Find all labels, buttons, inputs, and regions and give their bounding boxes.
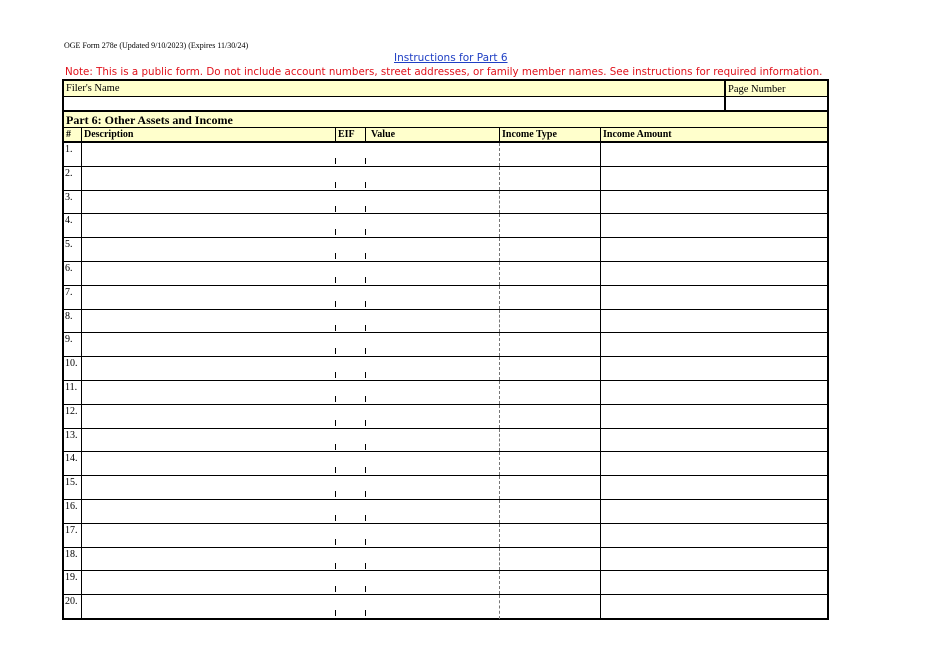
row-number: 19. [65, 572, 78, 584]
value-cell[interactable] [366, 595, 499, 619]
description-cell[interactable] [81, 214, 335, 237]
value-cell[interactable] [366, 333, 499, 356]
description-cell[interactable] [81, 357, 335, 380]
table-row [64, 429, 827, 453]
description-cell[interactable] [81, 167, 335, 190]
section-header [64, 110, 827, 127]
table-row [64, 476, 827, 500]
description-cell[interactable] [81, 476, 335, 499]
description-cell[interactable] [81, 381, 335, 404]
eif-cell[interactable] [336, 381, 365, 404]
entry-rows [64, 143, 827, 619]
page-number-label-cell [724, 81, 827, 96]
row-number: 8. [65, 310, 73, 322]
eif-cell[interactable] [336, 310, 365, 333]
income-type-cell[interactable] [500, 429, 600, 452]
filer-name-label: Filer's Name [66, 83, 120, 94]
income-type-cell[interactable] [500, 167, 600, 190]
table-row [64, 262, 827, 286]
income-amount-cell[interactable] [600, 286, 827, 309]
description-cell[interactable] [81, 143, 335, 166]
value-cell[interactable] [366, 452, 499, 475]
value-cell[interactable] [366, 238, 499, 261]
column-header-row [64, 127, 827, 143]
col-header-income-amount: Income Amount [600, 128, 827, 142]
description-cell[interactable] [81, 262, 335, 285]
value-cell[interactable] [366, 357, 499, 380]
col-header-value: Value [365, 128, 499, 142]
income-type-cell[interactable] [500, 405, 600, 428]
table-row [64, 357, 827, 381]
value-cell[interactable] [366, 262, 499, 285]
income-amount-cell[interactable] [600, 405, 827, 428]
row-number: 6. [65, 262, 73, 274]
value-cell[interactable] [366, 214, 499, 237]
row-number: 17. [65, 524, 78, 536]
description-cell[interactable] [81, 429, 335, 452]
col-header-eif: EIF [335, 128, 365, 142]
description-cell[interactable] [81, 548, 335, 571]
eif-cell[interactable] [336, 476, 365, 499]
table-row [64, 167, 827, 191]
eif-cell[interactable] [336, 500, 365, 523]
table-row [64, 452, 827, 476]
table-row [64, 548, 827, 572]
income-amount-cell[interactable] [600, 452, 827, 475]
income-amount-cell[interactable] [600, 238, 827, 261]
table-row [64, 191, 827, 215]
income-amount-cell[interactable] [600, 595, 827, 619]
income-amount-cell[interactable] [600, 524, 827, 547]
income-amount-cell[interactable] [600, 191, 827, 214]
page-number-field[interactable] [724, 97, 827, 110]
value-cell[interactable] [366, 500, 499, 523]
table-row [64, 333, 827, 357]
value-cell[interactable] [366, 381, 499, 404]
row-number: 4. [65, 215, 73, 227]
row-number: 11. [65, 381, 78, 393]
income-type-cell[interactable] [500, 548, 600, 571]
income-amount-cell[interactable] [600, 571, 827, 594]
income-amount-cell[interactable] [600, 500, 827, 523]
row-number: 12. [65, 405, 78, 417]
value-cell[interactable] [366, 167, 499, 190]
eif-cell[interactable] [336, 524, 365, 547]
eif-cell[interactable] [336, 167, 365, 190]
income-type-cell[interactable] [500, 452, 600, 475]
row-number: 13. [65, 429, 78, 441]
table-row [64, 595, 827, 619]
income-amount-cell[interactable] [600, 476, 827, 499]
value-cell[interactable] [366, 191, 499, 214]
row-number: 9. [65, 334, 73, 346]
description-cell[interactable] [81, 595, 335, 619]
income-amount-cell[interactable] [600, 143, 827, 166]
row-number: 3. [65, 191, 73, 203]
eif-cell[interactable] [336, 405, 365, 428]
value-cell[interactable] [366, 548, 499, 571]
income-amount-cell[interactable] [600, 333, 827, 356]
description-cell[interactable] [81, 310, 335, 333]
eif-cell[interactable] [336, 214, 365, 237]
col-header-number: # [66, 129, 71, 140]
eif-cell[interactable] [336, 548, 365, 571]
table-row [64, 238, 827, 262]
row-number: 2. [65, 167, 73, 179]
value-cell[interactable] [366, 405, 499, 428]
row-number: 14. [65, 453, 78, 465]
income-type-cell[interactable] [500, 310, 600, 333]
eif-cell[interactable] [336, 452, 365, 475]
income-type-cell[interactable] [500, 476, 600, 499]
table-row [64, 381, 827, 405]
row-number: 20. [65, 596, 78, 608]
table-row [64, 405, 827, 429]
income-amount-cell[interactable] [600, 357, 827, 380]
income-amount-cell[interactable] [600, 429, 827, 452]
value-cell[interactable] [366, 429, 499, 452]
eif-cell[interactable] [336, 333, 365, 356]
part6-form [62, 79, 829, 620]
description-cell[interactable] [81, 191, 335, 214]
table-row [64, 524, 827, 548]
description-cell[interactable] [81, 500, 335, 523]
eif-cell[interactable] [336, 357, 365, 380]
income-type-cell[interactable] [500, 595, 600, 619]
eif-cell[interactable] [336, 262, 365, 285]
income-amount-cell[interactable] [600, 262, 827, 285]
filer-label-row [64, 81, 827, 97]
description-cell[interactable] [81, 333, 335, 356]
filer-name-field[interactable] [64, 97, 724, 110]
row-number: 15. [65, 477, 78, 489]
income-type-cell[interactable] [500, 524, 600, 547]
income-type-cell[interactable] [500, 500, 600, 523]
income-type-cell[interactable] [500, 333, 600, 356]
value-cell[interactable] [366, 143, 499, 166]
description-cell[interactable] [81, 405, 335, 428]
value-cell[interactable] [366, 524, 499, 547]
eif-cell[interactable] [336, 191, 365, 214]
row-number: 10. [65, 358, 78, 370]
table-row [64, 214, 827, 238]
income-amount-cell[interactable] [600, 167, 827, 190]
table-row [64, 500, 827, 524]
row-number: 18. [65, 548, 78, 560]
income-type-cell[interactable] [500, 238, 600, 261]
description-cell[interactable] [81, 286, 335, 309]
description-cell[interactable] [81, 238, 335, 261]
income-amount-cell[interactable] [600, 310, 827, 333]
income-type-cell[interactable] [500, 262, 600, 285]
income-type-cell[interactable] [500, 286, 600, 309]
description-cell[interactable] [81, 524, 335, 547]
table-row [64, 143, 827, 167]
eif-cell[interactable] [336, 429, 365, 452]
value-cell[interactable] [366, 571, 499, 594]
income-amount-cell[interactable] [600, 381, 827, 404]
col-header-description: Description [81, 128, 335, 142]
table-row [64, 286, 827, 310]
description-cell[interactable] [81, 452, 335, 475]
row-number: 7. [65, 286, 73, 298]
form-identifier: OGE Form 278e (Updated 9/10/2023) (Expires 11/30/24) [64, 41, 249, 50]
income-type-cell[interactable] [500, 191, 600, 214]
income-amount-cell[interactable] [600, 214, 827, 237]
row-number: 16. [65, 500, 78, 512]
row-number: 1. [65, 144, 73, 155]
col-header-income-type: Income Type [499, 128, 600, 142]
description-cell[interactable] [81, 571, 335, 594]
eif-cell[interactable] [336, 143, 365, 166]
eif-cell[interactable] [336, 286, 365, 309]
page-number-label: Page Number [728, 84, 786, 95]
public-form-note: Note: This is a public form. Do not include account numbers, street addresses, or family member names. See instructions for required information. [65, 66, 823, 78]
section-title: Part 6: Other Assets and Income [66, 113, 233, 127]
income-type-cell[interactable] [500, 571, 600, 594]
eif-cell[interactable] [336, 595, 365, 619]
instructions-link[interactable]: Instructions for Part 6 [394, 52, 508, 64]
eif-cell[interactable] [336, 571, 365, 594]
income-amount-cell[interactable] [600, 548, 827, 571]
value-cell[interactable] [366, 286, 499, 309]
table-row [64, 571, 827, 595]
value-cell[interactable] [366, 310, 499, 333]
table-row [64, 310, 827, 334]
income-type-cell[interactable] [500, 214, 600, 237]
income-type-cell[interactable] [500, 143, 600, 166]
row-number: 5. [65, 239, 73, 251]
income-type-cell[interactable] [500, 357, 600, 380]
filer-input-row [64, 97, 827, 110]
income-type-cell[interactable] [500, 381, 600, 404]
eif-cell[interactable] [336, 238, 365, 261]
value-cell[interactable] [366, 476, 499, 499]
